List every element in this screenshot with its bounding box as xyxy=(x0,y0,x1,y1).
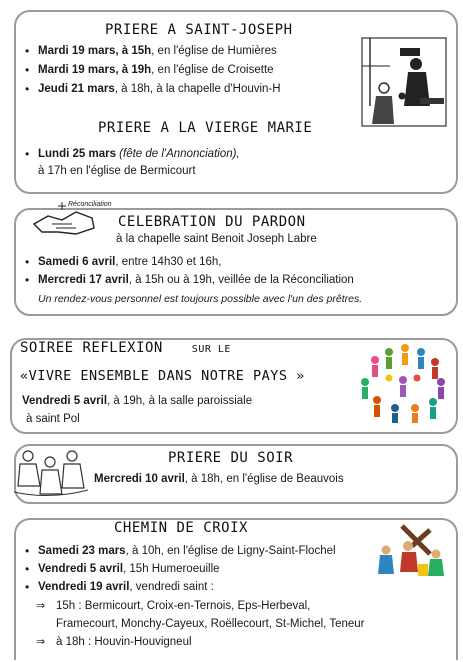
soir-rest: , à 18h, en l'église de Beauvois xyxy=(184,473,344,485)
croix-arrow1: 15h : Bermicourt, Croix-en-Ternois, Eps-Herbeval, xyxy=(56,600,311,612)
joseph-title: PRIERE A SAINT-JOSEPH xyxy=(105,22,293,38)
croix-item xyxy=(38,544,336,559)
croix-title: CHEMIN DE CROIX xyxy=(114,520,248,536)
holy-family-illustration xyxy=(360,36,448,128)
marie-item xyxy=(38,147,240,162)
joseph-item-rest: , en l'église de Humières xyxy=(151,45,277,57)
right-arrow-icon: ⇒ xyxy=(36,600,46,612)
reflexion-title xyxy=(20,340,231,356)
croix-item-rest: , à 10h, en l'église de Ligny-Saint-Flochel xyxy=(125,545,336,557)
people-circle-illustration xyxy=(355,340,451,426)
reflexion-line2: à saint Pol xyxy=(26,413,80,425)
croix-arrow-line xyxy=(36,635,192,650)
joseph-item-date: Jeudi 21 mars xyxy=(38,83,115,95)
right-arrow-icon: ⇒ xyxy=(36,636,46,648)
croix-item xyxy=(38,562,220,577)
croix-item-date: Samedi 23 mars xyxy=(38,545,126,557)
reflexion-date: Vendredi 5 avril xyxy=(22,395,108,407)
pardon-item-rest: , entre 14h30 et 16h, xyxy=(115,256,222,268)
marie-date: Lundi 25 mars xyxy=(38,148,116,160)
reflexion-title-small: SUR LE xyxy=(191,344,231,355)
joseph-item-date: Mardi 19 mars, à 19h xyxy=(38,64,152,76)
croix-item-rest: , 15h Humeroeuille xyxy=(123,563,220,575)
marie-title: PRIERE A LA VIERGE MARIE xyxy=(98,120,313,136)
way-of-cross-illustration xyxy=(372,524,450,576)
pardon-subtitle: à la chapelle saint Benoit Joseph Labre xyxy=(116,233,317,245)
croix-item-date: Vendredi 19 avril xyxy=(38,581,130,593)
reflexion-rest: , à 19h, à la salle paroissiale xyxy=(107,395,253,407)
pardon-item-date: Samedi 6 avril xyxy=(38,256,116,268)
soir-when xyxy=(94,472,344,487)
reflexion-when xyxy=(22,394,252,409)
joseph-item xyxy=(38,63,274,78)
marie-note: (fête de l'Annonciation), xyxy=(119,148,240,160)
pardon-item xyxy=(38,255,222,270)
soir-date: Mercredi 10 avril xyxy=(94,473,185,485)
croix-item-rest: , vendredi saint : xyxy=(129,581,214,593)
praying-group-illustration xyxy=(10,446,90,500)
pardon-item-rest: , à 15h ou à 19h, veillée de la Réconciliation xyxy=(128,274,354,286)
joseph-item xyxy=(38,82,281,97)
reflexion-title-main: SOIREE REFLEXION xyxy=(20,340,163,356)
pardon-icon-label: Réconciliation xyxy=(68,201,112,208)
joseph-item-rest: , à 18h, à la chapelle d'Houvin-H xyxy=(114,83,281,95)
pardon-item-date: Mercredi 17 avril xyxy=(38,274,129,286)
reflexion-theme: «VIVRE ENSEMBLE DANS NOTRE PAYS » xyxy=(20,368,305,384)
croix-arrow1-cont: Framecourt, Monchy-Cayeux, Roëllecourt, St-Michel, Teneur xyxy=(56,618,365,630)
pardon-item xyxy=(38,273,354,288)
pardon-note: Un rendez-vous personnel est toujours possible avec l'un des prêtres. xyxy=(38,293,363,305)
marie-line2: à 17h en l'église de Bermicourt xyxy=(38,165,196,177)
pardon-title: CELEBRATION DU PARDON xyxy=(118,214,306,230)
croix-item xyxy=(38,580,214,595)
croix-item-date: Vendredi 5 avril xyxy=(38,563,124,575)
soir-title: PRIERE DU SOIR xyxy=(168,450,294,466)
croix-arrow2: à 18h : Houvin-Houvigneul xyxy=(56,636,192,648)
joseph-item-rest: , en l'église de Croisette xyxy=(151,64,274,76)
croix-arrow-line xyxy=(36,599,311,614)
joseph-item xyxy=(38,44,277,59)
joseph-item-date: Mardi 19 mars, à 15h xyxy=(38,45,152,57)
